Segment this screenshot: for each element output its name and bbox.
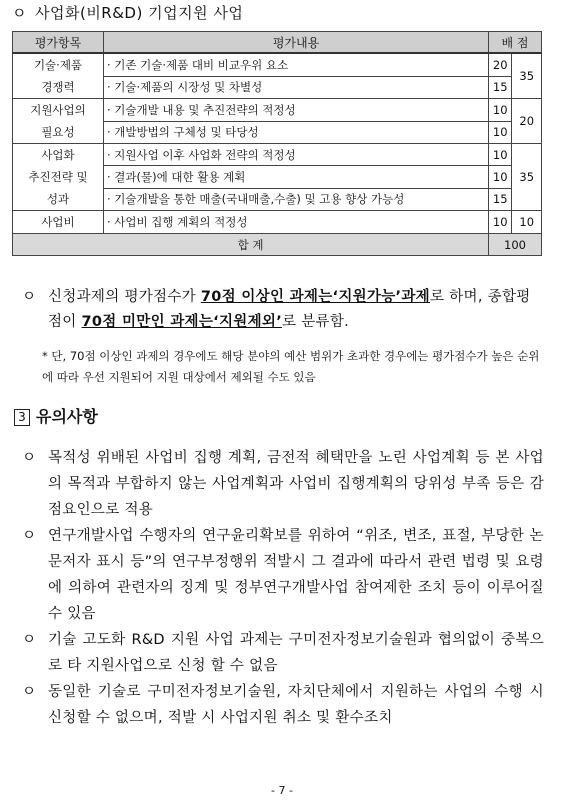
table-row bbox=[13, 53, 542, 76]
section-title-text: 유의사항 bbox=[36, 407, 98, 426]
subtotal-cell: 35 bbox=[512, 53, 542, 99]
item-cell: · 개발방법의 구체성 및 타당성 bbox=[104, 121, 489, 144]
category-cell bbox=[13, 53, 104, 99]
category-cell bbox=[13, 99, 104, 144]
item-cell: · 기술개발 내용 및 추진전략의 적정성 bbox=[104, 99, 489, 122]
item-cell: · 기존 기술·제품 대비 비교우위 요소 bbox=[104, 53, 489, 76]
emphasis-fail: 70점 미만인 과제는‘지원제외’ bbox=[81, 314, 282, 330]
caution-list bbox=[22, 445, 544, 731]
bullet-circle: ㅇ bbox=[12, 4, 27, 22]
score-cell: 10 bbox=[489, 121, 512, 144]
section-title bbox=[14, 404, 98, 427]
header-content: 평가내용 bbox=[104, 32, 489, 54]
bullet-circle: ㅇ bbox=[22, 632, 37, 648]
list-item-text: 기술 고도화 R&D 지원 사업 과제는 구미전자정보기술원과 협의없이 중복으로 타 지원사업으로 신청 할 수 없음 bbox=[48, 632, 544, 674]
item-cell: · 사업비 집행 계획의 적정성 bbox=[104, 211, 489, 234]
page-number: - 7 - bbox=[271, 784, 293, 797]
subtotal-cell: 35 bbox=[512, 144, 542, 211]
total-value: 100 bbox=[489, 234, 542, 256]
bullet-circle: ㅇ bbox=[22, 528, 37, 544]
footnote: * 단, 70점 이상인 과제의 경우에도 해당 분야의 예산 범위가 초과한 경우에는 평가점수가 높은 순위에 따라 우선 지원되어 지원 대상에서 제외될 수도 있음 bbox=[42, 349, 540, 384]
list-item bbox=[22, 445, 544, 523]
section-number-box: 3 bbox=[14, 409, 30, 426]
section-heading bbox=[12, 2, 243, 23]
header-category: 평가항목 bbox=[13, 32, 104, 54]
text-part: 로 분류함. bbox=[282, 314, 350, 330]
scoring-paragraph bbox=[22, 285, 542, 335]
item-cell: · 결과(물)에 대한 활용 계획 bbox=[104, 166, 489, 188]
bullet-circle: ㅇ bbox=[22, 289, 37, 305]
category-line: 지원사업의 bbox=[30, 103, 86, 117]
score-cell: 10 bbox=[489, 99, 512, 122]
table-row bbox=[13, 144, 542, 166]
list-item bbox=[22, 679, 544, 731]
category-line: 추진전략 및 bbox=[28, 170, 88, 184]
score-cell: 20 bbox=[489, 53, 512, 76]
item-cell: · 지원사업 이후 사업화 전략의 적정성 bbox=[104, 144, 489, 166]
bullet-circle: ㅇ bbox=[22, 684, 37, 700]
category-line: 필요성 bbox=[41, 125, 75, 139]
evaluation-table bbox=[12, 31, 542, 256]
category-cell bbox=[13, 144, 104, 211]
scoring-text bbox=[48, 285, 542, 335]
table-row bbox=[13, 99, 542, 122]
heading-text: 사업화(비R&D) 기업지원 사업 bbox=[35, 4, 244, 22]
category-line: 기술·제품 bbox=[33, 58, 83, 72]
score-cell: 15 bbox=[489, 76, 512, 99]
subtotal-cell: 20 bbox=[512, 99, 542, 144]
list-item-text: 연구개발사업 수행자의 연구윤리확보를 위하여 “위조, 변조, 표절, 부당한 논문저자 표시 등”의 연구부정행위 적발시 그 결과에 따라서 관련 법령 및 요령에 의하여 관련자의 징계 및 정부연구개발사업 참여제한 조치 등이 이루어질 수 있음 bbox=[48, 528, 544, 622]
score-cell: 10 bbox=[489, 166, 512, 188]
emphasis-pass: 70점 이상인 과제는‘지원가능’과제 bbox=[200, 289, 430, 305]
score-cell: 15 bbox=[489, 188, 512, 210]
table-row bbox=[13, 211, 542, 234]
list-item bbox=[22, 627, 544, 679]
subtotal-cell: 10 bbox=[512, 211, 542, 234]
total-label: 합 계 bbox=[13, 234, 489, 256]
list-item-text: 동일한 기술로 구미전자정보기술원, 자치단체에서 지원하는 사업의 수행 시 신청할 수 없으며, 적발 시 사업지원 취소 및 환수조치 bbox=[48, 684, 544, 726]
list-item-text: 목적성 위배된 사업비 집행 계획, 금전적 혜택만을 노린 사업계획 등 본 사업의 목적과 부합하지 않는 사업계획과 사업비 집행계획의 당위성 부족 등은 감점요인으로 적용 bbox=[48, 450, 544, 518]
text-part: 신청과제의 평가점수가 bbox=[48, 289, 201, 305]
list-item bbox=[22, 523, 544, 627]
category-cell: 사업비 bbox=[13, 211, 104, 234]
total-row bbox=[13, 234, 542, 256]
score-cell: 10 bbox=[489, 211, 512, 234]
score-cell: 10 bbox=[489, 144, 512, 166]
header-score: 배 점 bbox=[489, 32, 542, 54]
category-line: 성과 bbox=[46, 192, 70, 206]
item-cell: · 기술개발을 통한 매출(국내매출,수출) 및 고용 향상 가능성 bbox=[104, 188, 489, 210]
text-part: 로 하며, 종합평점이 bbox=[48, 289, 531, 330]
category-line: 사업화 bbox=[41, 148, 75, 162]
category-line: 경쟁력 bbox=[41, 80, 75, 94]
item-cell: · 기술·제품의 시장성 및 차별성 bbox=[104, 76, 489, 99]
bullet-circle: ㅇ bbox=[22, 450, 37, 466]
